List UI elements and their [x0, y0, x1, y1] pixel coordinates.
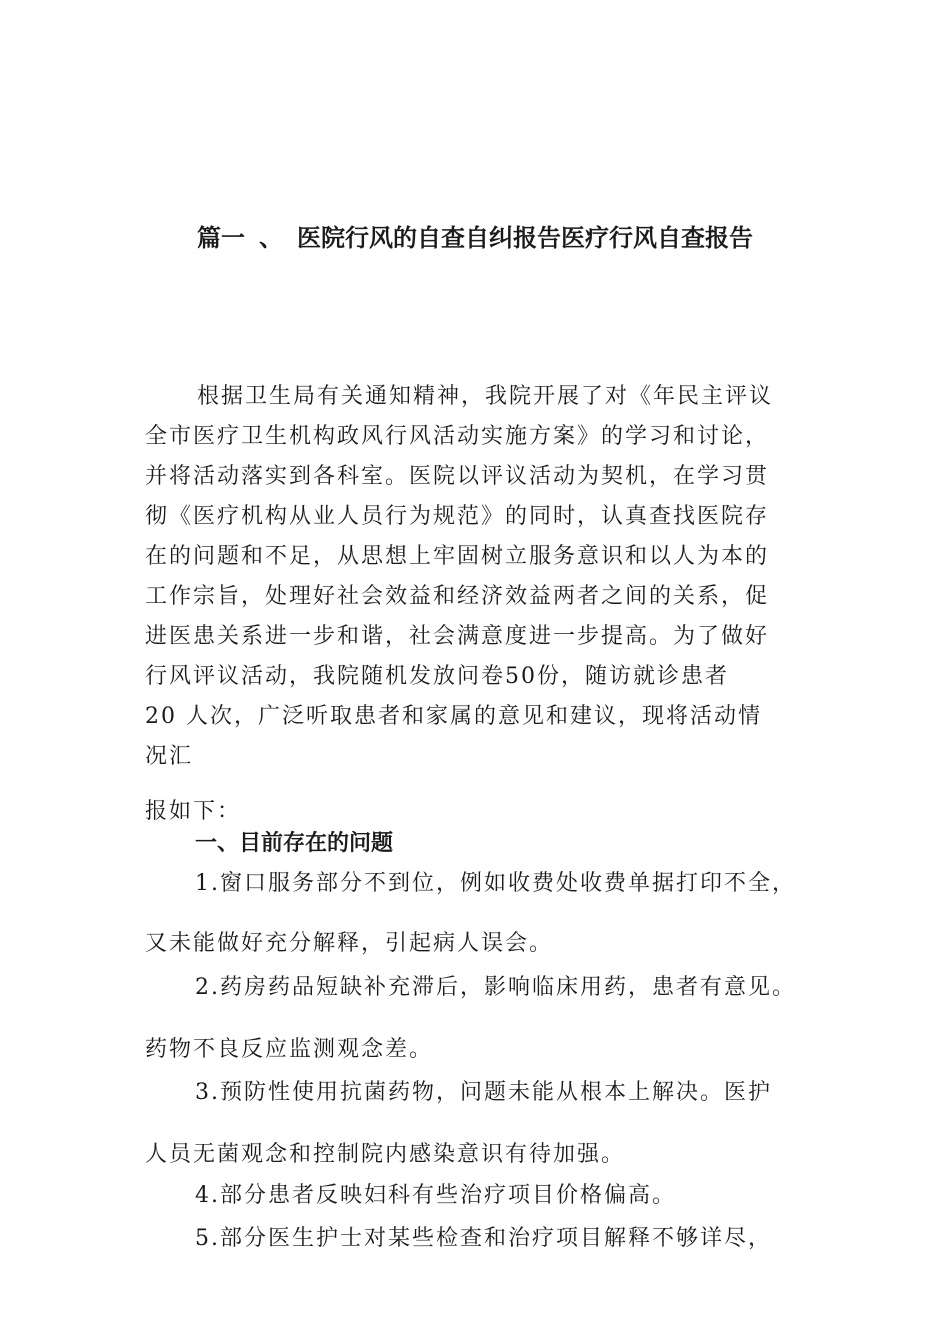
intro-line: 行风评议活动，我院随机发放问卷50份，随访就诊患者 — [145, 664, 729, 689]
title-text: 医院行风的自查自纠报告医疗行风自查报告 — [297, 224, 753, 252]
list-item-3-second: 人员无菌观念和控制院内感染意识有待加强。 — [145, 1142, 626, 1167]
intro-continuation: 报如下： — [145, 799, 242, 824]
intro-line: 彻《医疗机构从业人员行为规范》的同时，认真查找医院存 — [145, 504, 770, 529]
list-item-2-second: 药物不良反应监测观念差。 — [145, 1037, 434, 1062]
list-item-3-first: 3.预防性使用抗菌药物，问题未能从根本上解决。医护 — [195, 1080, 772, 1105]
title-part: 篇一 — [197, 224, 245, 252]
intro-line: 并将活动落实到各科室。医院以评议活动为契机，在学习贯 — [145, 464, 770, 489]
intro-line: 进医患关系进一步和谐，社会满意度进一步提高。为了做好 — [145, 624, 770, 649]
list-item-4-first: 4.部分患者反映妇科有些治疗项目价格偏高。 — [195, 1183, 676, 1208]
title-separator: 、 — [259, 224, 283, 252]
intro-line: 全市医疗卫生机构政风行风活动实施方案》的学习和讨论， — [145, 424, 770, 449]
list-item-5-first: 5.部分医生护士对某些检查和治疗项目解释不够详尽， — [195, 1226, 772, 1251]
list-item-2-first: 2.药房药品短缺补充滞后，影响临床用药，患者有意见。 — [195, 975, 796, 1000]
intro-line: 在的问题和不足，从思想上牢固树立服务意识和以人为本的 — [145, 544, 770, 569]
intro-line: 20 人次，广泛听取患者和家属的意见和建议，现将活动情 — [145, 704, 762, 729]
list-item-1-second: 又未能做好充分解释，引起病人误会。 — [145, 931, 554, 956]
intro-line: 工作宗旨，处理好社会效益和经济效益两者之间的关系，促 — [145, 584, 770, 609]
list-item-1-first: 1.窗口服务部分不到位，例如收费处收费单据打印不全， — [195, 871, 796, 896]
section-heading: 一、目前存在的问题 — [195, 831, 394, 856]
document-title — [0, 218, 950, 253]
intro-line: 根据卫生局有关通知精神，我院开展了对《年民主评议 — [197, 384, 774, 409]
intro-line: 况汇 — [145, 744, 194, 769]
